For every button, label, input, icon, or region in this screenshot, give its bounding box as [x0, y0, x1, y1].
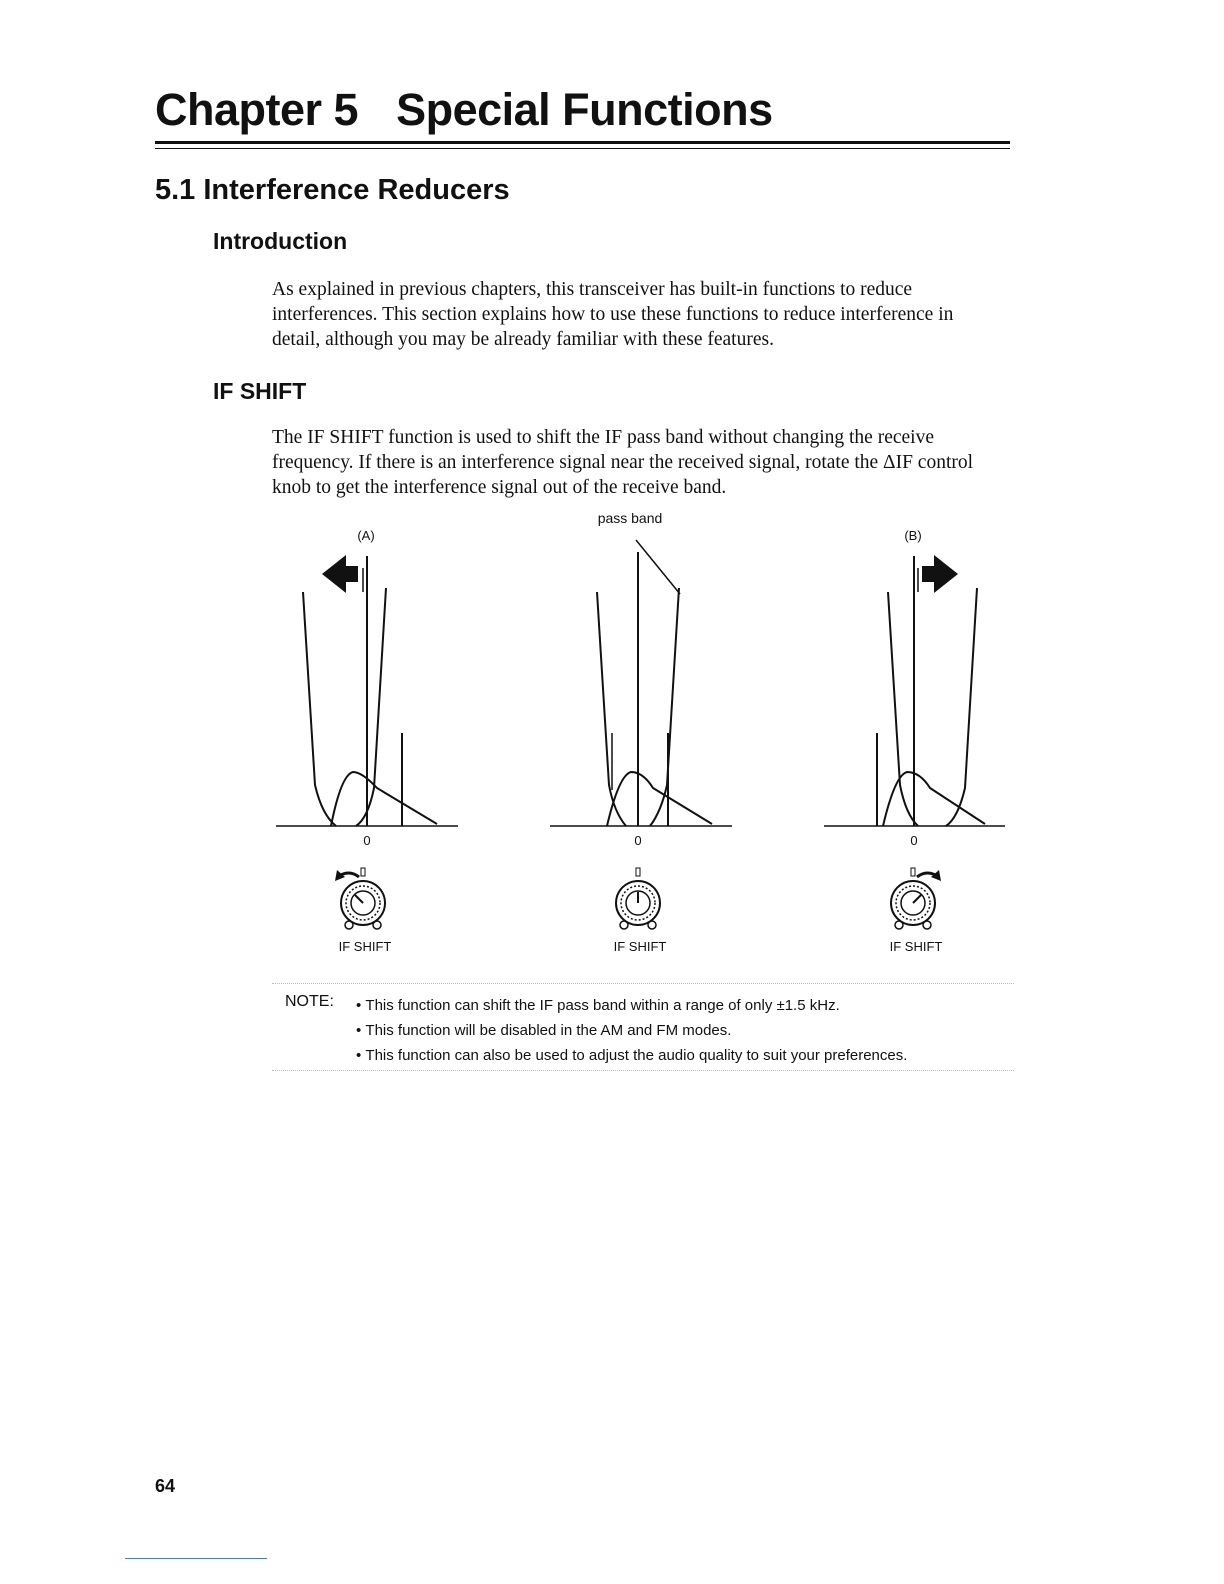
introduction-line: interferences. This section explains how to use these functions to reduce interference in [272, 304, 954, 325]
knob-a [335, 868, 385, 929]
chapter-rule-thick [155, 141, 1010, 144]
panel-center-zero: 0 [634, 833, 642, 848]
chapter-name: Special Functions [396, 84, 773, 135]
introduction-line: As explained in previous chapters, this transceiver has built-in functions to reduce [272, 279, 913, 300]
introduction-line: detail, although you may be already familiar with these features. [272, 329, 774, 350]
pass-band-label: pass band [597, 510, 663, 526]
panel-a-graph [276, 555, 458, 826]
chapter-number: Chapter 5 [155, 84, 359, 135]
panel-a-zero: 0 [363, 833, 371, 848]
if-shift-diagram [0, 500, 1224, 970]
knob-center [616, 868, 660, 929]
note-item: • This function can also be used to adjust the audio quality to suit your preferences. [356, 1043, 907, 1068]
if-shift-heading: IF SHIFT [213, 378, 307, 404]
panel-center-graph [550, 540, 732, 826]
knob-a-label: IF SHIFT [338, 939, 392, 954]
panel-a-label: (A) [357, 528, 375, 543]
if-shift-line: frequency. If there is an interference signal near the received signal, rotate the ΔIF control [272, 452, 974, 473]
page-number: 64 [155, 1476, 176, 1496]
note-label: NOTE: [285, 993, 334, 1010]
panel-b-zero: 0 [910, 833, 918, 848]
knob-center-label: IF SHIFT [613, 939, 667, 954]
panel-b-graph [824, 555, 1005, 826]
if-shift-paragraph [272, 425, 1012, 500]
knob-b [891, 868, 941, 929]
chapter-rule-thin [155, 148, 1010, 149]
note-list [356, 993, 907, 1068]
introduction-paragraph [272, 277, 1012, 352]
if-shift-line: knob to get the interference signal out of the receive band. [272, 477, 727, 498]
if-shift-line: The IF SHIFT function is used to shift the IF pass band without changing the receive [272, 427, 934, 448]
knob-b-label: IF SHIFT [889, 939, 943, 954]
introduction-heading: Introduction [213, 228, 348, 254]
section-title: 5.1 Interference Reducers [155, 174, 510, 206]
panel-b-label: (B) [904, 528, 922, 543]
note-item: • This function will be disabled in the AM and FM modes. [356, 1018, 907, 1043]
chapter-title [155, 84, 773, 136]
footer-rule [125, 1558, 267, 1559]
note-item: • This function can shift the IF pass band within a range of only ±1.5 kHz. [356, 993, 907, 1018]
